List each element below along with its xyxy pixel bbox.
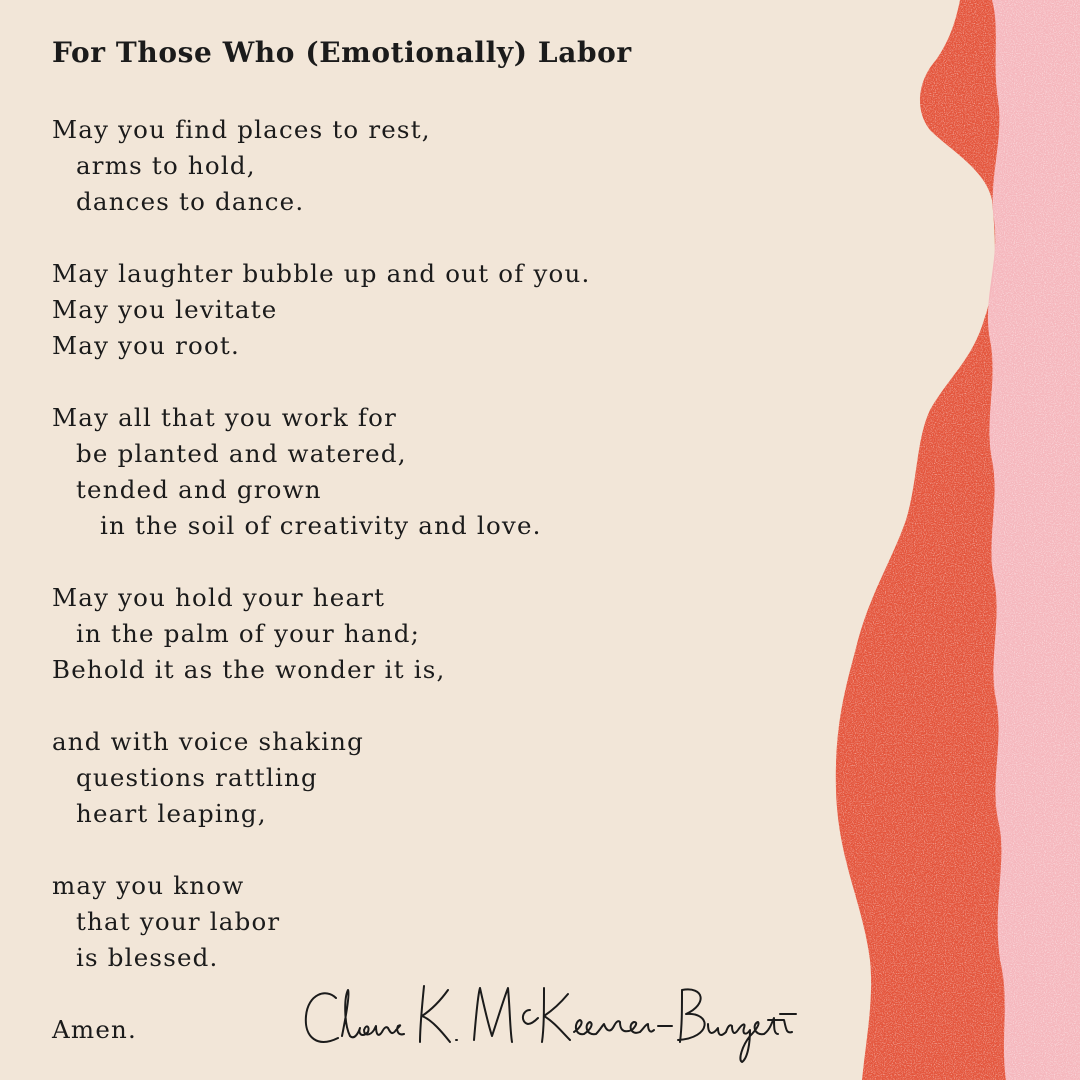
poem-line: questions rattling xyxy=(76,763,318,792)
poem-body xyxy=(52,112,812,976)
poem-line: be planted and watered, xyxy=(76,439,407,468)
poem-line: that your labor xyxy=(76,907,281,936)
stanza-break xyxy=(52,832,812,868)
poem-line: May you root. xyxy=(52,331,240,360)
stanza-break xyxy=(52,688,812,724)
poem-line: Behold it as the wonder it is, xyxy=(52,655,446,684)
poem-line: tended and grown xyxy=(76,475,322,504)
poem-line: heart leaping, xyxy=(76,799,267,828)
poem-closing: Amen. xyxy=(52,1015,137,1044)
poem-line: and with voice shaking xyxy=(52,727,365,756)
poem-line: dances to dance. xyxy=(76,187,305,216)
stanza-break xyxy=(52,544,812,580)
poem-line: may you know xyxy=(52,871,245,900)
poem-title: For Those Who (Emotionally) Labor xyxy=(52,36,632,69)
stanza-break xyxy=(52,364,812,400)
poem-line: arms to hold, xyxy=(76,151,256,180)
poem-line: in the palm of your hand; xyxy=(76,619,421,648)
poem-line: May all that you work for xyxy=(52,403,398,432)
poem-line: May you hold your heart xyxy=(52,583,386,612)
poem-line: May you levitate xyxy=(52,295,278,324)
poem-line: May laughter bubble up and out of you. xyxy=(52,259,591,288)
stanza-break xyxy=(52,220,812,256)
poem-line: May you find places to rest, xyxy=(52,115,431,144)
poem-line: in the soil of creativity and love. xyxy=(100,511,542,540)
handwritten-signature xyxy=(298,976,798,1066)
poem-line: is blessed. xyxy=(76,943,219,972)
